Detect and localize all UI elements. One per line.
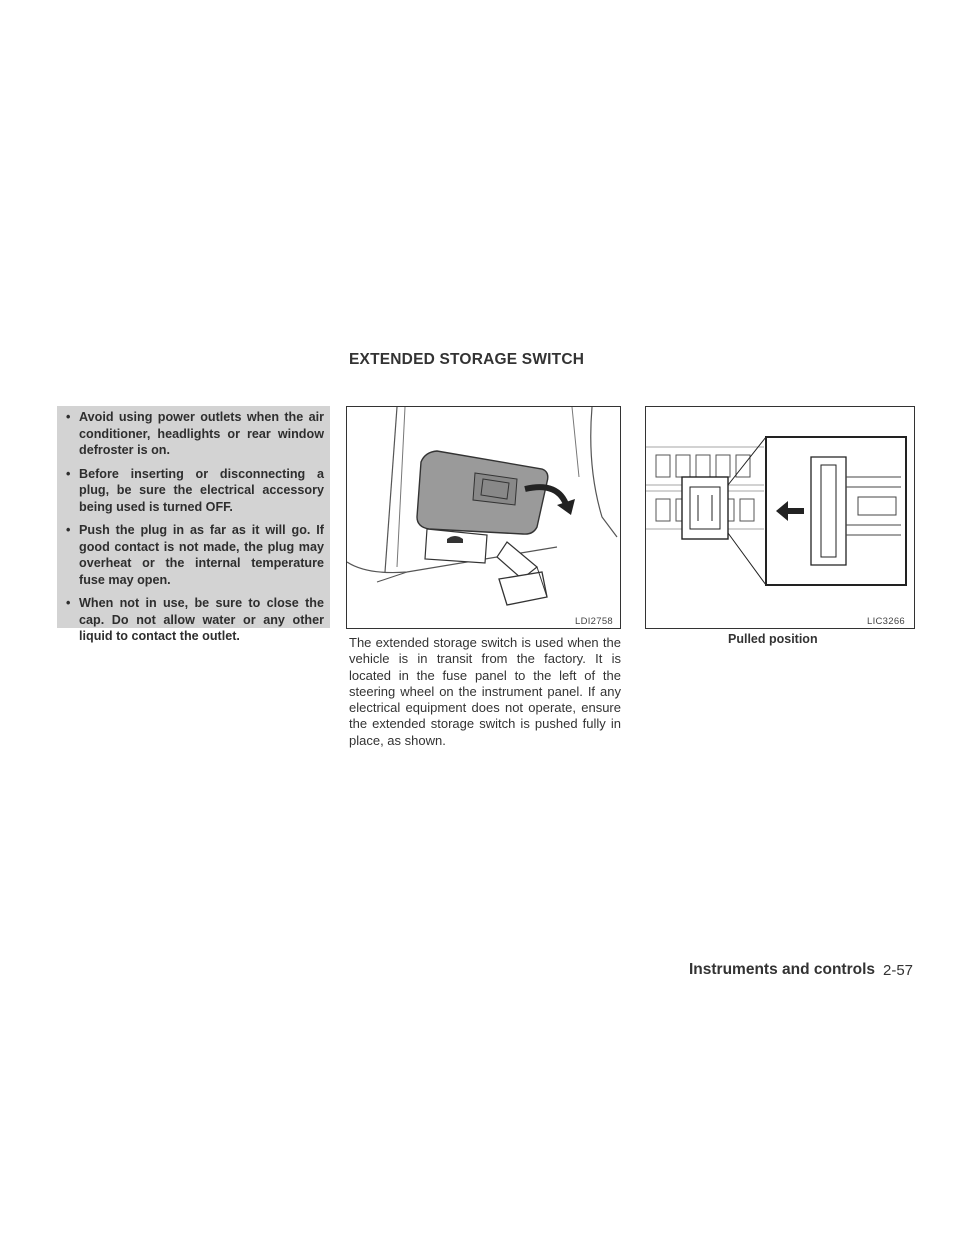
- caution-item: • When not in use, be sure to close the cap. Do not allow water or any other liquid to contact the outlet.: [63, 595, 324, 645]
- footer-section-name: Instruments and controls: [689, 961, 876, 978]
- fuse-panel-drawing: [347, 407, 620, 628]
- figure-code: LIC3266: [867, 616, 906, 627]
- storage-switch-drawing: [646, 407, 914, 628]
- caution-item: • Push the plug in as far as it will go. If good contact is not made, the plug may overheat or the internal temperature fuse may open.: [63, 522, 324, 588]
- caution-box: [57, 406, 330, 643]
- body-paragraph: The extended storage switch is used when the vehicle is in transit from the factory. It is located in the fuse panel to the left of the steering wheel on the instrument panel. If any electrical equipment does not operate, ensure the extended storage switch is pushed fully in place, as shown.: [349, 635, 621, 748]
- figure-caption: Pulled position: [728, 632, 818, 646]
- caution-item: • Avoid using power outlets when the air conditioner, headlights or rear window defroster is on.: [63, 409, 324, 459]
- fuse-panel-illustration: [346, 406, 621, 629]
- storage-switch-illustration: [645, 406, 915, 629]
- caution-list: [63, 409, 324, 645]
- section-heading: EXTENDED STORAGE SWITCH: [349, 351, 585, 368]
- page-number: 2-57: [883, 962, 914, 979]
- caution-item: • Before inserting or disconnecting a plug, be sure the electrical accessory being used is turned OFF.: [63, 466, 324, 516]
- figure-code: LDI2758: [575, 616, 614, 627]
